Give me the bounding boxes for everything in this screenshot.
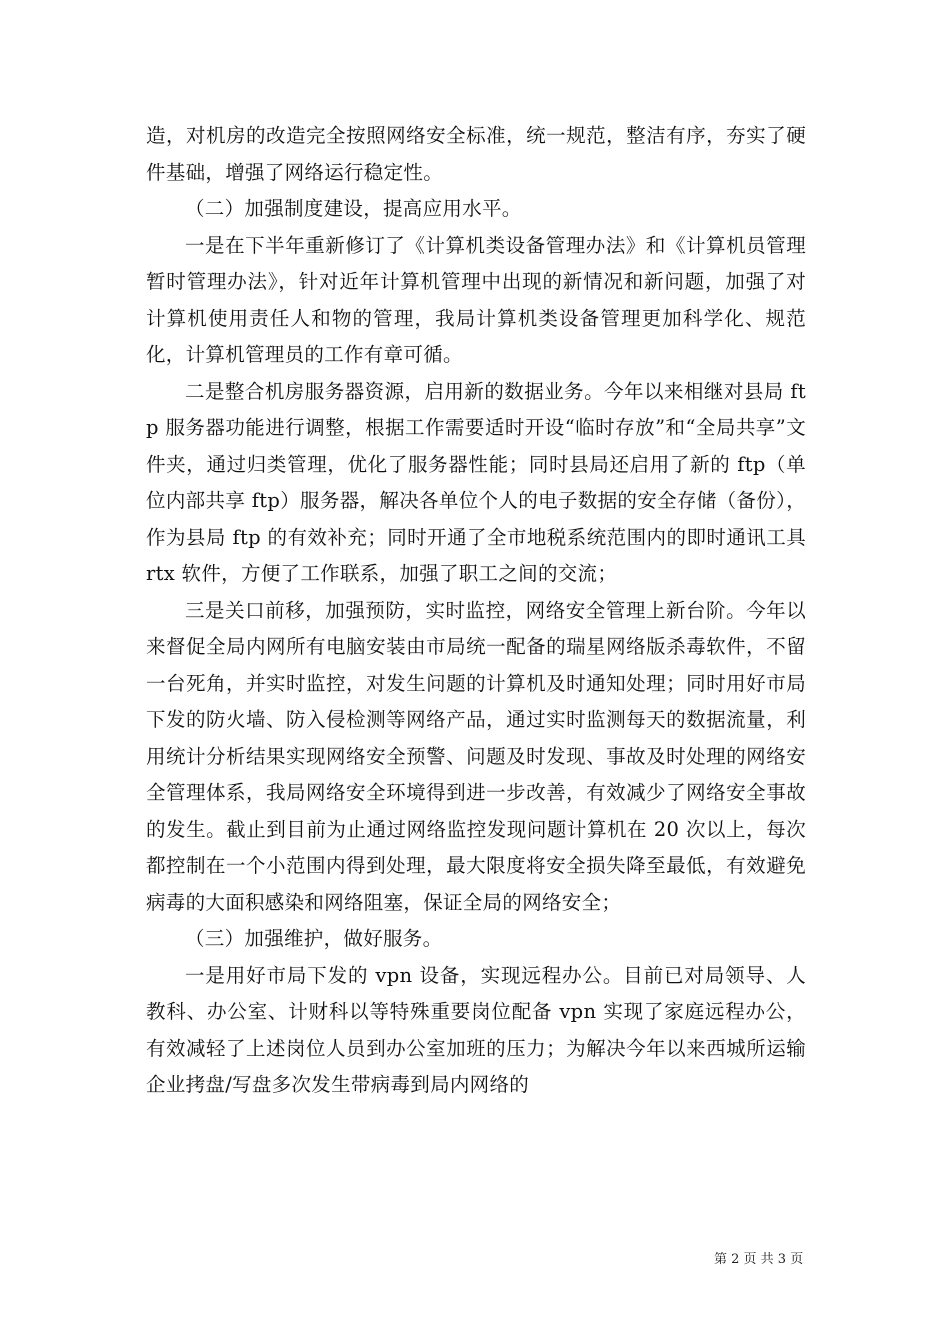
- document-body: [146, 118, 806, 1104]
- paragraph-continuation: 造，对机房的改造完全按照网络安全标准，统一规范，整洁有序，夯实了硬件基础，增强了网络运行稳定性。: [146, 124, 806, 184]
- paragraph-item-3: 三是关口前移，加强预防，实时监控，网络安全管理上新台阶。今年以来督促全局内网所有电脑安装由市局统一配备的瑞星网络版杀毒软件，不留一台死角，并实时监控，对发生问题的计算机及时通知处理；同时用好市局下发的防火墙、防入侵检测等网络产品，通过实时监测每天的数据流量，利用统计分析结果实现网络安全预警、问题及时发现、事故及时处理的网络安全管理体系，我局网络安全环境得到进一步改善，有效减少了网络安全事故的发生。截止到目前为止通过网络监控发现问题计算机在 20 次以上，每次都控制在一个小范围内得到处理，最大限度将安全损失降至最低，有效避免病毒的大面积感染和网络阻塞，保证全局的网络安全；: [146, 598, 806, 914]
- paragraph-item-1: 一是在下半年重新修订了《计算机类设备管理办法》和《计算机员管理暂时管理办法》，针对近年计算机管理中出现的新情况和新问题，加强了对计算机使用责任人和物的管理，我局计算机类设备管理更加科学化、规范化，计算机管理员的工作有章可循。: [146, 233, 806, 366]
- section-heading-2: （二）加强制度建设，提高应用水平。: [185, 197, 522, 220]
- paragraph-item-4: 一是用好市局下发的 vpn 设备，实现远程办公。目前已对局领导、人教科、办公室、计财科以等特殊重要岗位配备 vpn 实现了家庭远程办公，有效减轻了上述岗位人员到办公室加班的压力；为解决今年以来西城所运输企业拷盘/写盘多次发生带病毒到局内网络的: [146, 963, 806, 1096]
- section-heading-3: （三）加强维护，做好服务。: [185, 927, 443, 950]
- paragraph-item-2: 二是整合机房服务器资源，启用新的数据业务。今年以来相继对县局 ftp 服务器功能进行调整，根据工作需要适时开设“临时存放”和“全局共享”文件夹，通过归类管理，优化了服务器性能；同时县局还启用了新的 ftp（单位内部共享 ftp）服务器，解决各单位个人的电子数据的安全存储（备份），作为县局 ftp 的有效补充；同时开通了全市地税系统范围内的即时通讯工具 rtx 软件，方便了工作联系，加强了职工之间的交流；: [146, 379, 806, 585]
- page-number-footer: 第 2 页 共 3 页: [714, 1252, 804, 1267]
